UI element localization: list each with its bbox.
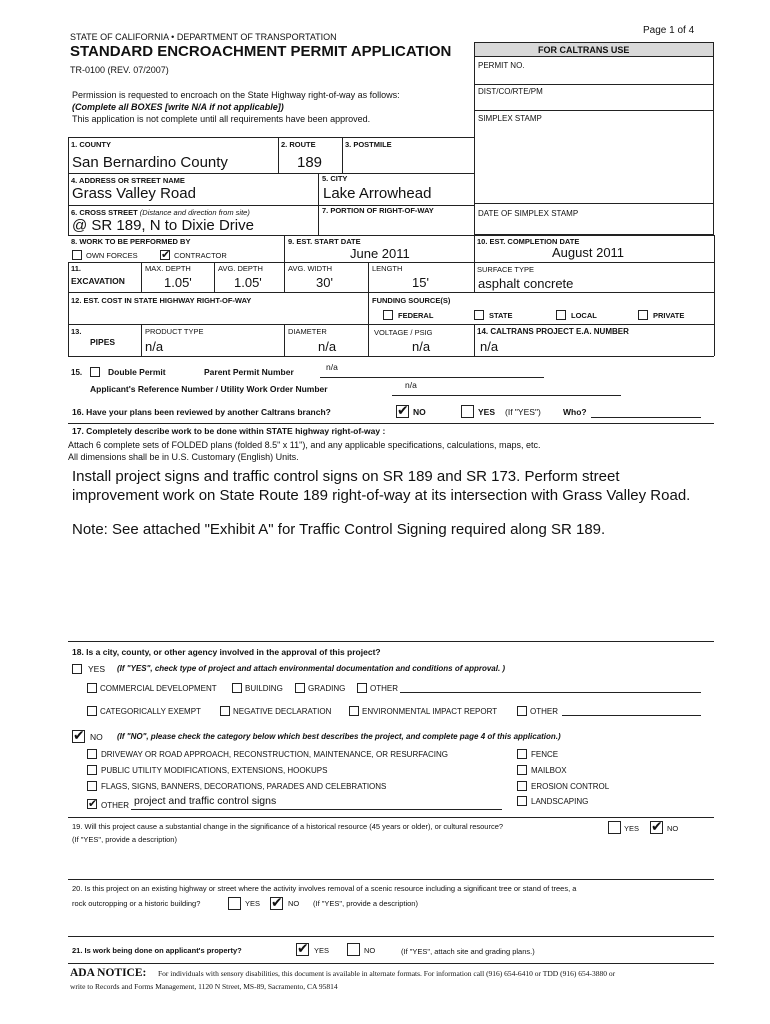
q21-note: (If "YES", attach site and grading plans.)	[401, 947, 535, 956]
grading-label: GRADING	[308, 684, 346, 693]
q19-yes-checkbox[interactable]	[608, 821, 621, 834]
commercial-dev-checkbox[interactable]	[87, 683, 97, 693]
start-date-label: 9. EST. START DATE	[288, 237, 361, 246]
other-doc-label: OTHER	[530, 707, 558, 716]
building-label: BUILDING	[245, 684, 283, 693]
q21-no-checkbox[interactable]	[347, 943, 360, 956]
q21-yes-label: YES	[314, 946, 330, 955]
q20-question: 20. Is this project on an existing highway or street where the activity involves removal of a scenic resource including a significant tree or stand of trees, a	[72, 884, 577, 893]
eir-label: ENVIRONMENTAL IMPACT REPORT	[362, 707, 498, 716]
q16-question: 16. Have your plans been reviewed by another Caltrans branch?	[72, 407, 331, 417]
landscaping-label: LANDSCAPING	[531, 797, 589, 806]
avg-depth-label: AVG. DEPTH	[218, 264, 263, 273]
commercial-dev-label: COMMERCIAL DEVELOPMENT	[100, 684, 217, 693]
utility-checkbox[interactable]	[87, 765, 97, 775]
q16-no-checkbox[interactable]	[396, 405, 409, 418]
simplex-date-label: DATE OF SIMPLEX STAMP	[478, 209, 579, 218]
caltrans-use-box	[474, 42, 714, 235]
state-label: STATE	[489, 311, 513, 320]
q16-who-label: Who?	[563, 407, 587, 417]
q17-units-note: All dimensions shall be in U.S. Customary (English) Units.	[68, 452, 299, 462]
avg-depth-field[interactable]: 1.05'	[234, 275, 262, 290]
simplex-stamp-label: SIMPLEX STAMP	[478, 114, 542, 123]
other-category-checkbox[interactable]	[87, 799, 97, 809]
est-cost-label: 12. EST. COST IN STATE HIGHWAY RIGHT-OF-WAY	[71, 296, 252, 305]
pipes-label: PIPES	[90, 337, 116, 347]
cat-exempt-label: CATEGORICALLY EXEMPT	[100, 707, 201, 716]
product-type-field[interactable]: n/a	[145, 339, 164, 354]
state-checkbox[interactable]	[474, 310, 484, 320]
cross-street-field[interactable]: @ SR 189, N to Dixie Drive	[72, 217, 254, 234]
intro-text: Permission is requested to encroach on the State Highway right-of-way as follows:	[72, 90, 400, 100]
mailbox-label: MAILBOX	[531, 766, 567, 775]
q18-yes-label: YES	[88, 664, 106, 674]
building-checkbox[interactable]	[232, 683, 242, 693]
erosion-checkbox[interactable]	[517, 781, 527, 791]
cat-exempt-checkbox[interactable]	[87, 706, 97, 716]
work-description-line2[interactable]: improvement work on State Route 189 right-of-way at its intersection with Grass Valley Road.	[72, 487, 691, 504]
reference-number-field[interactable]: n/a	[405, 380, 417, 390]
max-depth-field[interactable]: 1.05'	[164, 275, 192, 290]
erosion-label: EROSION CONTROL	[531, 782, 610, 791]
q21-yes-checkbox[interactable]	[296, 943, 309, 956]
private-label: PRIVATE	[653, 311, 685, 320]
q18-yes-note: (If "YES", check type of project and attach environmental documentation and conditions of approval. )	[117, 664, 506, 673]
diameter-field[interactable]: n/a	[318, 339, 337, 354]
q17-attach-note: Attach 6 complete sets of FOLDED plans (folded 8.5" x 11"), and any applicable specifications, calculations, maps, etc.	[68, 440, 541, 450]
start-date-field[interactable]: June 2011	[350, 246, 410, 261]
completion-date-label: 10. EST. COMPLETION DATE	[477, 237, 580, 246]
q20-yes-checkbox[interactable]	[228, 897, 241, 910]
q15-number: 15.	[71, 368, 83, 377]
q16-yes-label: YES	[478, 407, 496, 417]
other-category-label: OTHER	[101, 801, 129, 810]
reference-number-label: Applicant's Reference Number / Utility Work Order Number	[90, 384, 328, 394]
grading-checkbox[interactable]	[295, 683, 305, 693]
q18-no-label: NO	[90, 732, 103, 742]
intro-note: This application is not complete until all requirements have been approved.	[72, 114, 371, 124]
voltage-field[interactable]: n/a	[412, 339, 431, 354]
route-field[interactable]: 189	[297, 154, 323, 171]
county-label: 1. COUNTY	[71, 140, 112, 149]
length-label: LENGTH	[372, 264, 403, 273]
double-permit-checkbox[interactable]	[90, 367, 100, 377]
federal-checkbox[interactable]	[383, 310, 393, 320]
federal-label: FEDERAL	[398, 311, 434, 320]
address-label: 4. ADDRESS OR STREET NAME	[71, 176, 185, 185]
q20-no-checkbox[interactable]	[270, 897, 283, 910]
q21-no-label: NO	[364, 946, 376, 955]
private-checkbox[interactable]	[638, 310, 648, 320]
neg-dec-checkbox[interactable]	[220, 706, 230, 716]
ada-notice-title: ADA NOTICE:	[70, 967, 147, 979]
product-type-label: PRODUCT TYPE	[145, 327, 204, 336]
avg-width-field[interactable]: 30'	[316, 275, 333, 290]
eir-checkbox[interactable]	[349, 706, 359, 716]
fence-checkbox[interactable]	[517, 749, 527, 759]
q17-question: 17. Completely describe work to be done within STATE highway right-of-way :	[72, 426, 386, 436]
q18-no-note: (If "NO", please check the category below which best describes the project, and complete page 4 of this application.)	[117, 732, 561, 741]
ada-notice-text: For individuals with sensory disabilities, this document is available in alternate formats. For information call (916) 654-6410 or TDD (916) 654-3880 or	[158, 969, 616, 978]
route-label: 2. ROUTE	[281, 140, 316, 149]
funding-label: FUNDING SOURCE(S)	[372, 296, 451, 305]
portion-label: 7. PORTION OF RIGHT-OF-WAY	[322, 206, 434, 215]
contractor-label: CONTRACTOR	[174, 251, 227, 260]
page-number: Page 1 of 4	[643, 25, 695, 36]
caltrans-use-heading: FOR CALTRANS USE	[538, 45, 630, 55]
mailbox-checkbox[interactable]	[517, 765, 527, 775]
own-forces-checkbox[interactable]	[72, 250, 82, 260]
completion-date-field[interactable]: August 2011	[552, 245, 625, 260]
local-checkbox[interactable]	[556, 310, 566, 320]
excavation-number: 11.	[71, 264, 82, 273]
city-label: 5. CITY	[322, 174, 348, 183]
form-id: TR-0100 (REV. 07/2007)	[70, 65, 169, 75]
q18-yes-checkbox[interactable]	[72, 664, 82, 674]
max-depth-label: MAX. DEPTH	[145, 264, 191, 273]
q20-note: (If "YES", provide a description)	[313, 899, 418, 908]
parent-permit-field[interactable]: n/a	[326, 362, 338, 372]
diameter-label: DIAMETER	[288, 327, 327, 336]
q18-no-checkbox[interactable]	[72, 730, 85, 743]
intro-instruction: (Complete all BOXES [write N/A if not applicable])	[72, 102, 284, 112]
double-permit-label: Double Permit	[108, 367, 166, 377]
county-field[interactable]: San Bernardino County	[72, 154, 228, 171]
city-field[interactable]: Lake Arrowhead	[323, 185, 432, 202]
q21-question: 21. Is work being done on applicant's property?	[72, 946, 242, 955]
q16-yes-checkbox[interactable]	[461, 405, 474, 418]
work-description-line1[interactable]: Install project signs and traffic control signs on SR 189 and SR 173. Perform street	[72, 468, 620, 485]
permit-no-label: PERMIT NO.	[478, 61, 525, 70]
length-field[interactable]: 15'	[412, 275, 429, 290]
excavation-label: EXCAVATION	[71, 276, 125, 286]
driveway-checkbox[interactable]	[87, 749, 97, 759]
q20-no-label: NO	[288, 899, 300, 908]
ea-number-field[interactable]: n/a	[480, 339, 499, 354]
landscaping-checkbox[interactable]	[517, 796, 527, 806]
q19-question: 19. Will this project cause a substantial change in the significance of a historical resource (45 years or older), or cultural resource?	[72, 822, 504, 831]
q19-no-checkbox[interactable]	[650, 821, 663, 834]
q19-yes-label: YES	[624, 824, 640, 833]
utility-label: PUBLIC UTILITY MODIFICATIONS, EXTENSIONS, HOOKUPS	[101, 766, 328, 775]
ada-notice-address: write to Records and Forms Management, 1120 N Street, MS-89, Sacramento, CA 95814	[70, 982, 338, 991]
q18-question: 18. Is a city, county, or other agency involved in the approval of this project?	[72, 647, 381, 657]
q20-question-cont: rock outcropping or a historic building?	[72, 899, 201, 908]
neg-dec-label: NEGATIVE DECLARATION	[233, 707, 332, 716]
local-label: LOCAL	[571, 311, 597, 320]
work-description-note[interactable]: Note: See attached "Exhibit A" for Traffic Control Signing required along SR 189.	[72, 521, 606, 538]
pipes-number: 13.	[71, 327, 82, 336]
flags-signs-checkbox[interactable]	[87, 781, 97, 791]
postmile-label: 3. POSTMILE	[345, 140, 392, 149]
own-forces-label: OWN FORCES	[86, 251, 138, 260]
voltage-label: VOLTAGE / PSIG	[374, 328, 433, 337]
work-by-label: 8. WORK TO BE PERFORMED BY	[71, 237, 191, 246]
other-doc-checkbox[interactable]	[517, 706, 527, 716]
cross-street-label: 6. CROSS STREET (Distance and direction from site)	[71, 208, 250, 217]
flags-signs-label: FLAGS, SIGNS, BANNERS, DECORATIONS, PARADES AND CELEBRATIONS	[101, 782, 387, 791]
parent-permit-label: Parent Permit Number	[204, 367, 294, 377]
q20-yes-label: YES	[245, 899, 261, 908]
driveway-label: DRIVEWAY OR ROAD APPROACH, RECONSTRUCTION, MAINTENANCE, OR RESURFACING	[101, 750, 448, 759]
other-category-field[interactable]: project and traffic control signs	[134, 795, 277, 807]
form-title: STANDARD ENCROACHMENT PERMIT APPLICATION	[70, 43, 452, 60]
avg-width-label: AVG. WIDTH	[288, 264, 333, 273]
other-project-checkbox[interactable]	[357, 683, 367, 693]
other-project-label: OTHER	[370, 684, 398, 693]
address-field[interactable]: Grass Valley Road	[72, 185, 196, 202]
q16-no-label: NO	[413, 407, 426, 417]
contractor-checkbox[interactable]	[160, 250, 170, 260]
q19-note: (If "YES", provide a description)	[72, 835, 177, 844]
ea-number-label: 14. CALTRANS PROJECT E.A. NUMBER	[477, 327, 629, 336]
surface-type-label: SURFACE TYPE	[477, 265, 534, 274]
fence-label: FENCE	[531, 750, 559, 759]
surface-type-field[interactable]: asphalt concrete	[478, 276, 574, 291]
q16-yes-note: (If "YES")	[505, 407, 541, 417]
agency-line: STATE OF CALIFORNIA • DEPARTMENT OF TRANSPORTATION	[70, 32, 337, 42]
q19-no-label: NO	[667, 824, 679, 833]
dist-label: DIST/CO/RTE/PM	[478, 87, 543, 96]
